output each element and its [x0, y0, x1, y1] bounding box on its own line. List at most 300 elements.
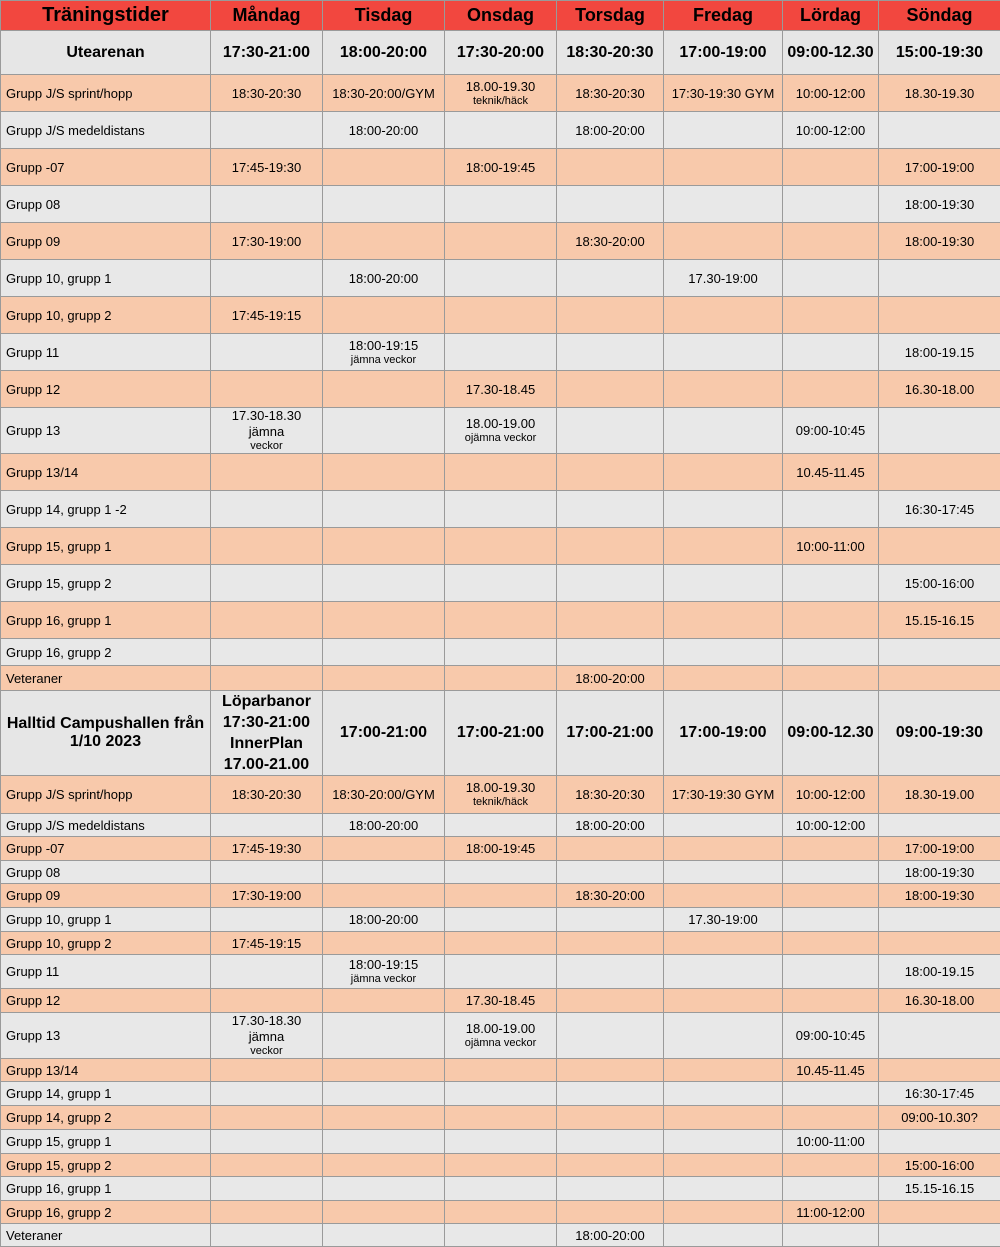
section-name: Utearenan	[1, 31, 211, 75]
group-name: Grupp 16, grupp 1	[1, 1177, 211, 1201]
time-cell	[664, 371, 783, 408]
section-header-row	[1, 691, 1000, 776]
day-header: Torsdag	[557, 1, 664, 31]
table-row	[1, 1082, 1000, 1106]
table-row	[1, 528, 1000, 565]
time-cell	[323, 1130, 445, 1154]
time-cell: 16:30-17:45	[879, 1082, 1000, 1106]
time-cell	[557, 1082, 664, 1106]
time-cell	[445, 666, 557, 691]
time-cell	[557, 602, 664, 639]
time-cell: 18:30-20:30	[557, 776, 664, 814]
time-cell	[557, 371, 664, 408]
time-cell	[783, 955, 879, 989]
time-cell: 18:00-20:00	[557, 814, 664, 837]
time-note: ojämna veckor	[447, 432, 554, 445]
group-name: Grupp J/S sprint/hopp	[1, 776, 211, 814]
time-cell	[445, 1154, 557, 1177]
time-cell: 16.30-18.00	[879, 371, 1000, 408]
table-row	[1, 408, 1000, 454]
time-cell	[211, 908, 323, 932]
time-cell	[557, 1059, 664, 1082]
time-cell	[323, 186, 445, 223]
monday-hall-line: 17.00-21.00	[213, 754, 320, 775]
time-note: jämna veckor	[325, 354, 442, 367]
time-cell	[557, 1130, 664, 1154]
time-cell	[211, 528, 323, 565]
table-row	[1, 186, 1000, 223]
time-cell	[783, 639, 879, 666]
time-cell	[879, 1013, 1000, 1059]
time-cell: 18:00-19:30	[879, 223, 1000, 260]
time-cell	[211, 861, 323, 884]
time-cell	[445, 454, 557, 491]
time-cell: 17:45-19:30	[211, 837, 323, 861]
group-name: Grupp 09	[1, 223, 211, 260]
time-cell	[783, 1177, 879, 1201]
time-cell	[323, 861, 445, 884]
time-cell	[664, 528, 783, 565]
time-cell: 10:00-11:00	[783, 528, 879, 565]
time-cell	[323, 932, 445, 955]
time-cell	[783, 908, 879, 932]
time-cell	[211, 1106, 323, 1130]
group-name: Grupp 10, grupp 2	[1, 297, 211, 334]
time-cell	[445, 1059, 557, 1082]
time-cell	[557, 149, 664, 186]
time-cell	[557, 1013, 664, 1059]
time-cell	[445, 528, 557, 565]
table-row	[1, 75, 1000, 112]
time-cell	[445, 776, 557, 814]
time-cell: 16.30-18.00	[879, 989, 1000, 1013]
monday-hall-line: 17:30-21:00	[213, 712, 320, 733]
table-row	[1, 260, 1000, 297]
table-row	[1, 1154, 1000, 1177]
group-name: Grupp 16, grupp 2	[1, 639, 211, 666]
time-cell	[323, 666, 445, 691]
time-cell	[211, 1224, 323, 1247]
time-cell	[783, 186, 879, 223]
time-cell	[323, 1013, 445, 1059]
table-row	[1, 334, 1000, 371]
table-row	[1, 955, 1000, 989]
time-cell	[211, 1201, 323, 1224]
group-name: Grupp 15, grupp 2	[1, 565, 211, 602]
time-cell	[557, 297, 664, 334]
time-cell	[211, 491, 323, 528]
time-cell: 17.30-19:00	[664, 908, 783, 932]
time-cell	[323, 1224, 445, 1247]
table-row	[1, 149, 1000, 186]
time-cell	[211, 639, 323, 666]
time-cell	[783, 602, 879, 639]
day-header: Söndag	[879, 1, 1000, 31]
time-cell	[323, 955, 445, 989]
time-cell: 17:30-19:30 GYM	[664, 75, 783, 112]
time-cell	[557, 528, 664, 565]
day-header: Lördag	[783, 1, 879, 31]
table-row	[1, 639, 1000, 666]
time-cell: 15:00-16:00	[879, 1154, 1000, 1177]
time-text: 18.00-19.30	[447, 780, 554, 796]
time-cell	[211, 454, 323, 491]
group-name: Grupp 08	[1, 186, 211, 223]
time-cell	[557, 955, 664, 989]
time-cell: 10:00-12:00	[783, 814, 879, 837]
time-cell: 17.30-18.45	[445, 989, 557, 1013]
time-cell	[445, 260, 557, 297]
time-cell	[664, 1224, 783, 1247]
group-name: Grupp 16, grupp 2	[1, 1201, 211, 1224]
table-row	[1, 932, 1000, 955]
time-cell: 18:00-19.15	[879, 334, 1000, 371]
time-cell	[557, 454, 664, 491]
time-cell: 17.30-18.45	[445, 371, 557, 408]
time-cell	[445, 112, 557, 149]
time-cell: 18:00-19:30	[879, 861, 1000, 884]
time-cell	[323, 149, 445, 186]
table-row	[1, 776, 1000, 814]
time-cell	[664, 1130, 783, 1154]
section-time: 09:00-19:30	[879, 691, 1000, 776]
group-name: Grupp 13	[1, 1013, 211, 1059]
time-cell	[783, 1082, 879, 1106]
group-name: Grupp 11	[1, 955, 211, 989]
time-cell	[879, 1130, 1000, 1154]
time-text: 18.00-19.30	[447, 79, 554, 95]
time-cell	[557, 1106, 664, 1130]
time-text: 17.30-18.30 jämna	[213, 408, 320, 440]
time-cell	[664, 491, 783, 528]
section-time: 17:00-19:00	[664, 691, 783, 776]
time-cell: 18:30-20:00	[557, 884, 664, 908]
time-cell	[323, 1082, 445, 1106]
table-row	[1, 1130, 1000, 1154]
time-cell	[211, 602, 323, 639]
time-cell	[664, 223, 783, 260]
table-row	[1, 861, 1000, 884]
time-cell	[783, 149, 879, 186]
time-cell	[783, 1224, 879, 1247]
time-cell: 18:00-19.15	[879, 955, 1000, 989]
time-cell: 18:00-19:45	[445, 149, 557, 186]
time-cell: 17:30-19:00	[211, 884, 323, 908]
time-cell	[445, 408, 557, 454]
table-row	[1, 1224, 1000, 1247]
time-cell	[557, 491, 664, 528]
table-row	[1, 1106, 1000, 1130]
time-cell	[211, 955, 323, 989]
time-cell: 09:00-10:45	[783, 408, 879, 454]
time-cell	[879, 1059, 1000, 1082]
time-cell	[323, 639, 445, 666]
time-cell	[664, 989, 783, 1013]
time-note: veckor	[213, 440, 320, 453]
time-note: veckor	[213, 1045, 320, 1058]
time-cell: 10:00-12:00	[783, 112, 879, 149]
time-cell	[445, 639, 557, 666]
time-cell: 10:00-11:00	[783, 1130, 879, 1154]
time-cell	[664, 565, 783, 602]
time-cell	[445, 223, 557, 260]
time-cell: 18:00-20:00	[557, 1224, 664, 1247]
time-cell	[211, 1013, 323, 1059]
time-cell	[879, 297, 1000, 334]
section-time: 18:30-20:30	[557, 31, 664, 75]
time-cell	[445, 491, 557, 528]
time-cell	[445, 861, 557, 884]
time-cell	[445, 334, 557, 371]
time-cell	[445, 297, 557, 334]
time-cell	[323, 837, 445, 861]
time-cell	[323, 1154, 445, 1177]
time-cell: 17:45-19:15	[211, 297, 323, 334]
time-cell: 09:00-10.30?	[879, 1106, 1000, 1130]
group-name: Grupp 15, grupp 2	[1, 1154, 211, 1177]
time-cell: 15.15-16.15	[879, 1177, 1000, 1201]
time-cell	[557, 334, 664, 371]
time-cell	[211, 260, 323, 297]
section-name: Halltid Campushallen från 1/10 2023	[1, 691, 211, 776]
time-cell	[879, 112, 1000, 149]
time-cell: 18:00-20:00	[323, 814, 445, 837]
time-cell	[879, 454, 1000, 491]
group-name: Grupp 10, grupp 1	[1, 908, 211, 932]
time-cell	[211, 666, 323, 691]
time-cell	[664, 454, 783, 491]
time-cell	[557, 837, 664, 861]
time-cell: 18:00-20:00	[323, 908, 445, 932]
table-row	[1, 1177, 1000, 1201]
time-cell	[664, 666, 783, 691]
time-note: jämna veckor	[325, 973, 442, 986]
time-cell: 11:00-12:00	[783, 1201, 879, 1224]
time-cell: 17:30-19:30 GYM	[664, 776, 783, 814]
time-cell: 18.30-19.30	[879, 75, 1000, 112]
time-cell	[783, 1154, 879, 1177]
time-cell	[783, 1106, 879, 1130]
group-name: Veteraner	[1, 1224, 211, 1247]
time-cell	[211, 334, 323, 371]
time-cell	[211, 371, 323, 408]
group-name: Grupp 14, grupp 1 -2	[1, 491, 211, 528]
section-time: 09:00-12.30	[783, 31, 879, 75]
time-cell	[879, 260, 1000, 297]
time-cell	[557, 260, 664, 297]
time-cell	[783, 989, 879, 1013]
time-cell	[211, 408, 323, 454]
time-cell	[664, 1154, 783, 1177]
group-name: Grupp -07	[1, 149, 211, 186]
time-cell	[323, 454, 445, 491]
time-cell	[664, 1177, 783, 1201]
table-row	[1, 814, 1000, 837]
time-cell	[557, 908, 664, 932]
time-cell	[783, 297, 879, 334]
section-time: 17:00-21:00	[557, 691, 664, 776]
time-cell	[664, 1082, 783, 1106]
group-name: Grupp 16, grupp 1	[1, 602, 211, 639]
time-cell	[445, 1177, 557, 1201]
time-cell	[323, 1201, 445, 1224]
table-row	[1, 884, 1000, 908]
time-cell	[323, 371, 445, 408]
day-header: Fredag	[664, 1, 783, 31]
time-cell	[323, 1059, 445, 1082]
time-cell	[323, 334, 445, 371]
group-name: Grupp 15, grupp 1	[1, 1130, 211, 1154]
time-cell	[783, 837, 879, 861]
table-row	[1, 1059, 1000, 1082]
time-cell	[783, 666, 879, 691]
table-row	[1, 565, 1000, 602]
time-cell	[445, 1201, 557, 1224]
section-time: 17:30-20:00	[445, 31, 557, 75]
time-cell: 18:00-20:00	[557, 666, 664, 691]
table-row	[1, 1013, 1000, 1059]
table-row	[1, 602, 1000, 639]
table-row	[1, 1201, 1000, 1224]
time-cell: 18:30-20:00/GYM	[323, 75, 445, 112]
time-cell	[323, 1106, 445, 1130]
time-cell	[445, 1013, 557, 1059]
time-cell	[445, 814, 557, 837]
group-name: Grupp 15, grupp 1	[1, 528, 211, 565]
time-cell: 16:30-17:45	[879, 491, 1000, 528]
time-cell: 18:30-20:00/GYM	[323, 776, 445, 814]
time-cell	[211, 989, 323, 1013]
time-cell	[879, 1201, 1000, 1224]
time-cell	[445, 908, 557, 932]
section-time: 15:00-19:30	[879, 31, 1000, 75]
time-cell	[783, 491, 879, 528]
time-cell	[211, 1154, 323, 1177]
time-cell	[879, 528, 1000, 565]
section-time: 17:00-19:00	[664, 31, 783, 75]
time-cell	[445, 1224, 557, 1247]
table-row	[1, 223, 1000, 260]
time-cell	[879, 908, 1000, 932]
time-cell	[211, 1082, 323, 1106]
time-cell	[879, 814, 1000, 837]
time-cell: 17:30-19:00	[211, 223, 323, 260]
time-cell: 18:30-20:30	[557, 75, 664, 112]
time-cell	[211, 565, 323, 602]
table-row	[1, 297, 1000, 334]
time-cell	[211, 112, 323, 149]
table-title: Träningstider	[1, 1, 211, 31]
time-cell	[211, 1177, 323, 1201]
table-row	[1, 989, 1000, 1013]
group-name: Grupp 13/14	[1, 1059, 211, 1082]
time-cell	[211, 1130, 323, 1154]
time-cell: 10:00-12:00	[783, 776, 879, 814]
time-cell	[445, 186, 557, 223]
time-cell	[211, 814, 323, 837]
day-header: Måndag	[211, 1, 323, 31]
time-cell	[557, 989, 664, 1013]
time-text: 18.00-19.00	[447, 1021, 554, 1037]
time-cell: 18:30-20:30	[211, 776, 323, 814]
time-cell: 18:00-20:00	[557, 112, 664, 149]
group-name: Grupp 11	[1, 334, 211, 371]
time-cell	[323, 223, 445, 260]
section-time: 17:00-21:00	[323, 691, 445, 776]
time-cell	[664, 814, 783, 837]
section-time: 17:30-21:00	[211, 31, 323, 75]
time-cell: 17:45-19:30	[211, 149, 323, 186]
time-cell	[323, 491, 445, 528]
time-cell	[664, 1013, 783, 1059]
time-cell	[879, 666, 1000, 691]
time-cell	[557, 639, 664, 666]
group-name: Grupp 14, grupp 1	[1, 1082, 211, 1106]
time-note: ojämna veckor	[447, 1037, 554, 1050]
group-name: Grupp -07	[1, 837, 211, 861]
time-cell	[783, 334, 879, 371]
time-cell	[211, 1059, 323, 1082]
time-cell	[445, 565, 557, 602]
time-cell	[783, 371, 879, 408]
group-name: Grupp 08	[1, 861, 211, 884]
time-cell: 15:00-16:00	[879, 565, 1000, 602]
time-cell	[557, 408, 664, 454]
time-cell	[664, 1106, 783, 1130]
time-cell	[664, 334, 783, 371]
time-cell	[323, 565, 445, 602]
time-cell	[783, 884, 879, 908]
monday-hall-line: InnerPlan	[213, 733, 320, 754]
time-cell	[664, 955, 783, 989]
time-cell: 17.30-19:00	[664, 260, 783, 297]
group-name: Grupp 09	[1, 884, 211, 908]
table-row	[1, 454, 1000, 491]
time-cell	[323, 408, 445, 454]
time-cell	[445, 1106, 557, 1130]
time-cell: 15.15-16.15	[879, 602, 1000, 639]
time-cell	[445, 884, 557, 908]
time-cell	[879, 639, 1000, 666]
table-row	[1, 666, 1000, 691]
time-cell	[879, 932, 1000, 955]
time-cell	[664, 602, 783, 639]
time-cell	[445, 932, 557, 955]
time-cell	[664, 408, 783, 454]
time-cell: 18:00-19:30	[879, 186, 1000, 223]
time-text: 18:00-19:15	[325, 957, 442, 973]
table-row	[1, 112, 1000, 149]
time-note: teknik/häck	[447, 95, 554, 108]
group-name: Grupp 13	[1, 408, 211, 454]
table-row	[1, 491, 1000, 528]
section-time: 17:00-21:00	[445, 691, 557, 776]
time-cell: 18:00-20:00	[323, 112, 445, 149]
time-cell: 18.30-19.00	[879, 776, 1000, 814]
section-time: 09:00-12.30	[783, 691, 879, 776]
time-cell	[557, 932, 664, 955]
time-cell: 09:00-10:45	[783, 1013, 879, 1059]
time-cell	[783, 223, 879, 260]
time-cell	[445, 75, 557, 112]
time-cell	[557, 861, 664, 884]
time-text: 18:00-19:15	[325, 338, 442, 354]
time-cell	[664, 884, 783, 908]
table-row	[1, 908, 1000, 932]
time-cell	[879, 1224, 1000, 1247]
group-name: Grupp J/S medeldistans	[1, 814, 211, 837]
monday-hall-line: Löparbanor	[213, 691, 320, 712]
